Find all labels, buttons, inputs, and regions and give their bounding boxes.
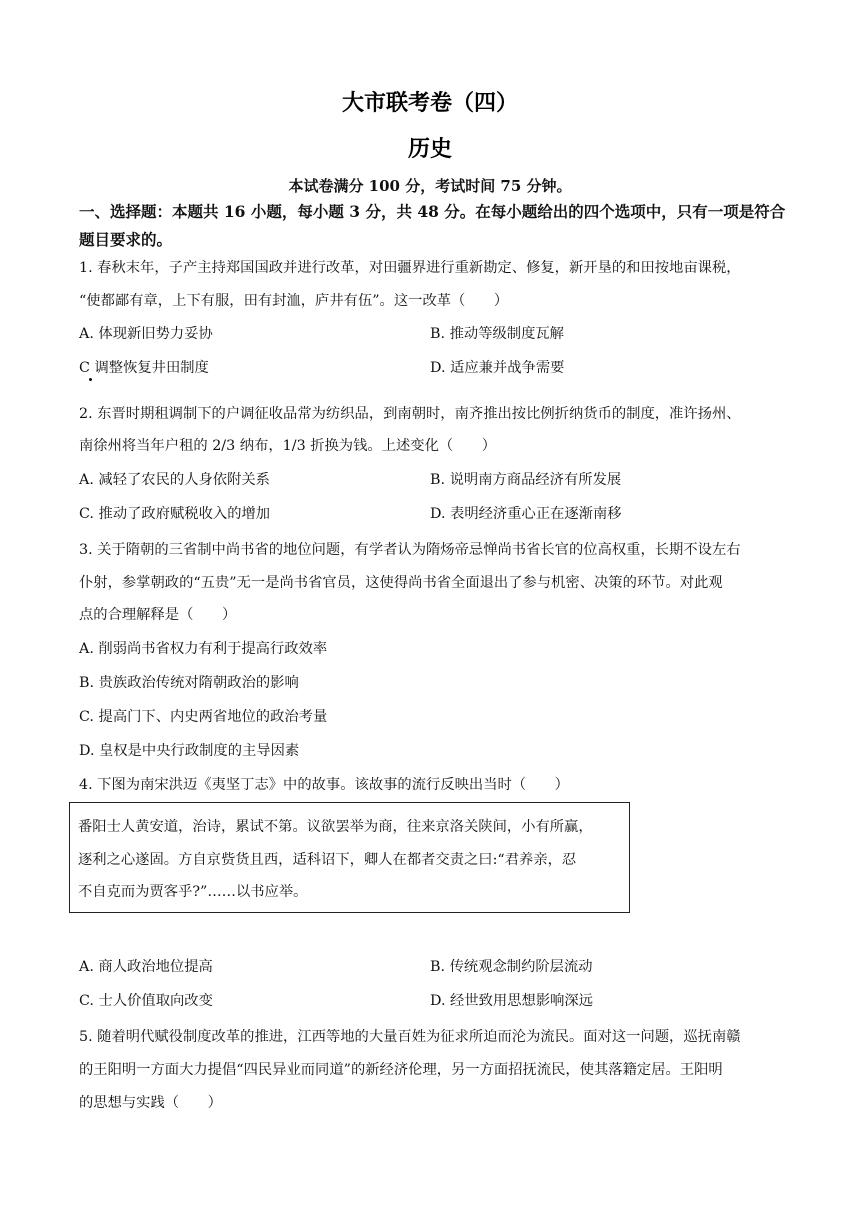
q1-option-b: B. 推动等级制度瓦解 bbox=[430, 326, 564, 342]
q5-stem-line-1: 5. 随着明代赋役制度改革的推进，江西等地的大量百姓为征求所迫而沦为流民。面对这一问题，巡抚南赣 bbox=[79, 1029, 741, 1045]
q2-option-d: D. 表明经济重心正在逐渐南移 bbox=[430, 506, 622, 522]
q5-stem-line-2: 的王阳明一方面大力提倡“四民异业而同道”的新经济伦理，另一方面招抚流民，使其落籍定居。王阳明 bbox=[79, 1062, 723, 1078]
q3-option-d: D. 皇权是中央行政制度的主导因素 bbox=[79, 743, 300, 759]
q4-option-b: B. 传统观念制约阶层流动 bbox=[430, 959, 593, 975]
subject-title: 历史 bbox=[407, 136, 452, 162]
q2-option-b: B. 说明南方商品经济有所发展 bbox=[430, 472, 622, 488]
q3-stem-line-1: 3. 关于隋朝的三省制中尚书省的地位问题，有学者认为隋炀帝忌惮尚书省长官的位高权重，长期不设左右 bbox=[79, 542, 741, 558]
quote-line-1: 番阳士人黄安道，治诗，累试不第。议欲罢举为商，往来京洛关陕间，小有所赢， bbox=[78, 819, 593, 835]
q4-stem: 4. 下图为南宋洪迈《夷坚丁志》中的故事。该故事的流行反映出当时（ ） bbox=[79, 777, 569, 793]
stray-dot-mark bbox=[89, 378, 92, 381]
q3-stem-line-3: 点的合理解释是（ ） bbox=[79, 607, 237, 623]
q1-stem-line-1: 1. 春秋末年，子产主持郑国国政并进行改革，对田疆界进行重新勘定、修复，新开垦的和田按地亩课税， bbox=[79, 260, 741, 276]
q1-stem-line-2: “使都鄙有章，上下有服，田有封洫，庐井有伍”。这一改革（ ） bbox=[79, 293, 509, 309]
q5-stem-line-3: 的思想与实践（ ） bbox=[79, 1095, 222, 1111]
q1-option-d: D. 适应兼并战争需要 bbox=[430, 360, 565, 376]
q4-option-d: D. 经世致用思想影响深远 bbox=[430, 993, 594, 1009]
q3-stem-line-2: 仆射，参掌朝政的“五贵”无一是尚书省官员，这使得尚书省全面退出了参与机密、决策的环节。对此观 bbox=[79, 575, 723, 591]
q4-option-a: A. 商人政治地位提高 bbox=[79, 959, 213, 975]
section-heading: 一、选择题：本题共 16 小题，每小题 3 分，共 48 分。在每小题给出的四个选项中，只有一项是符合题目要求的。 bbox=[79, 202, 786, 249]
quote-line-3: 不自克而为贾客乎?”……以书应举。 bbox=[78, 884, 308, 900]
q1-option-a: A. 体现新旧势力妥协 bbox=[79, 326, 213, 342]
exam-note: 本试卷满分 100 分，考试时间 75 分钟。 bbox=[288, 177, 572, 195]
q4-option-c: C. 士人价值取向改变 bbox=[79, 993, 213, 1009]
q2-stem-line-2: 南徐州将当年户租的 2/3 纳布，1/3 折换为钱。上述变化（ ） bbox=[79, 438, 497, 454]
exam-title: 大市联考卷（四） bbox=[341, 90, 518, 116]
q2-option-a: A. 减轻了农民的人身依附关系 bbox=[79, 472, 270, 488]
q2-option-c: C. 推动了政府赋税收入的增加 bbox=[79, 506, 271, 522]
q3-option-a: A. 削弱尚书省权力有利于提高行政效率 bbox=[79, 641, 328, 657]
q3-option-c: C. 提高门下、内史两省地位的政治考量 bbox=[79, 709, 328, 725]
q1-option-c: C 调整恢复井田制度 bbox=[79, 360, 209, 376]
q3-option-b: B. 贵族政治传统对隋朝政治的影响 bbox=[79, 675, 299, 691]
q2-stem-line-1: 2. 东晋时期租调制下的户调征收品常为纺织品，到南朝时，南齐推出按比例折纳货币的制度，准许扬州、 bbox=[79, 406, 741, 422]
quote-line-2: 逐利之心遂固。方自京赀货且西，适科诏下，卿人在都者交责之曰:“君养亲，忍 bbox=[78, 852, 577, 868]
